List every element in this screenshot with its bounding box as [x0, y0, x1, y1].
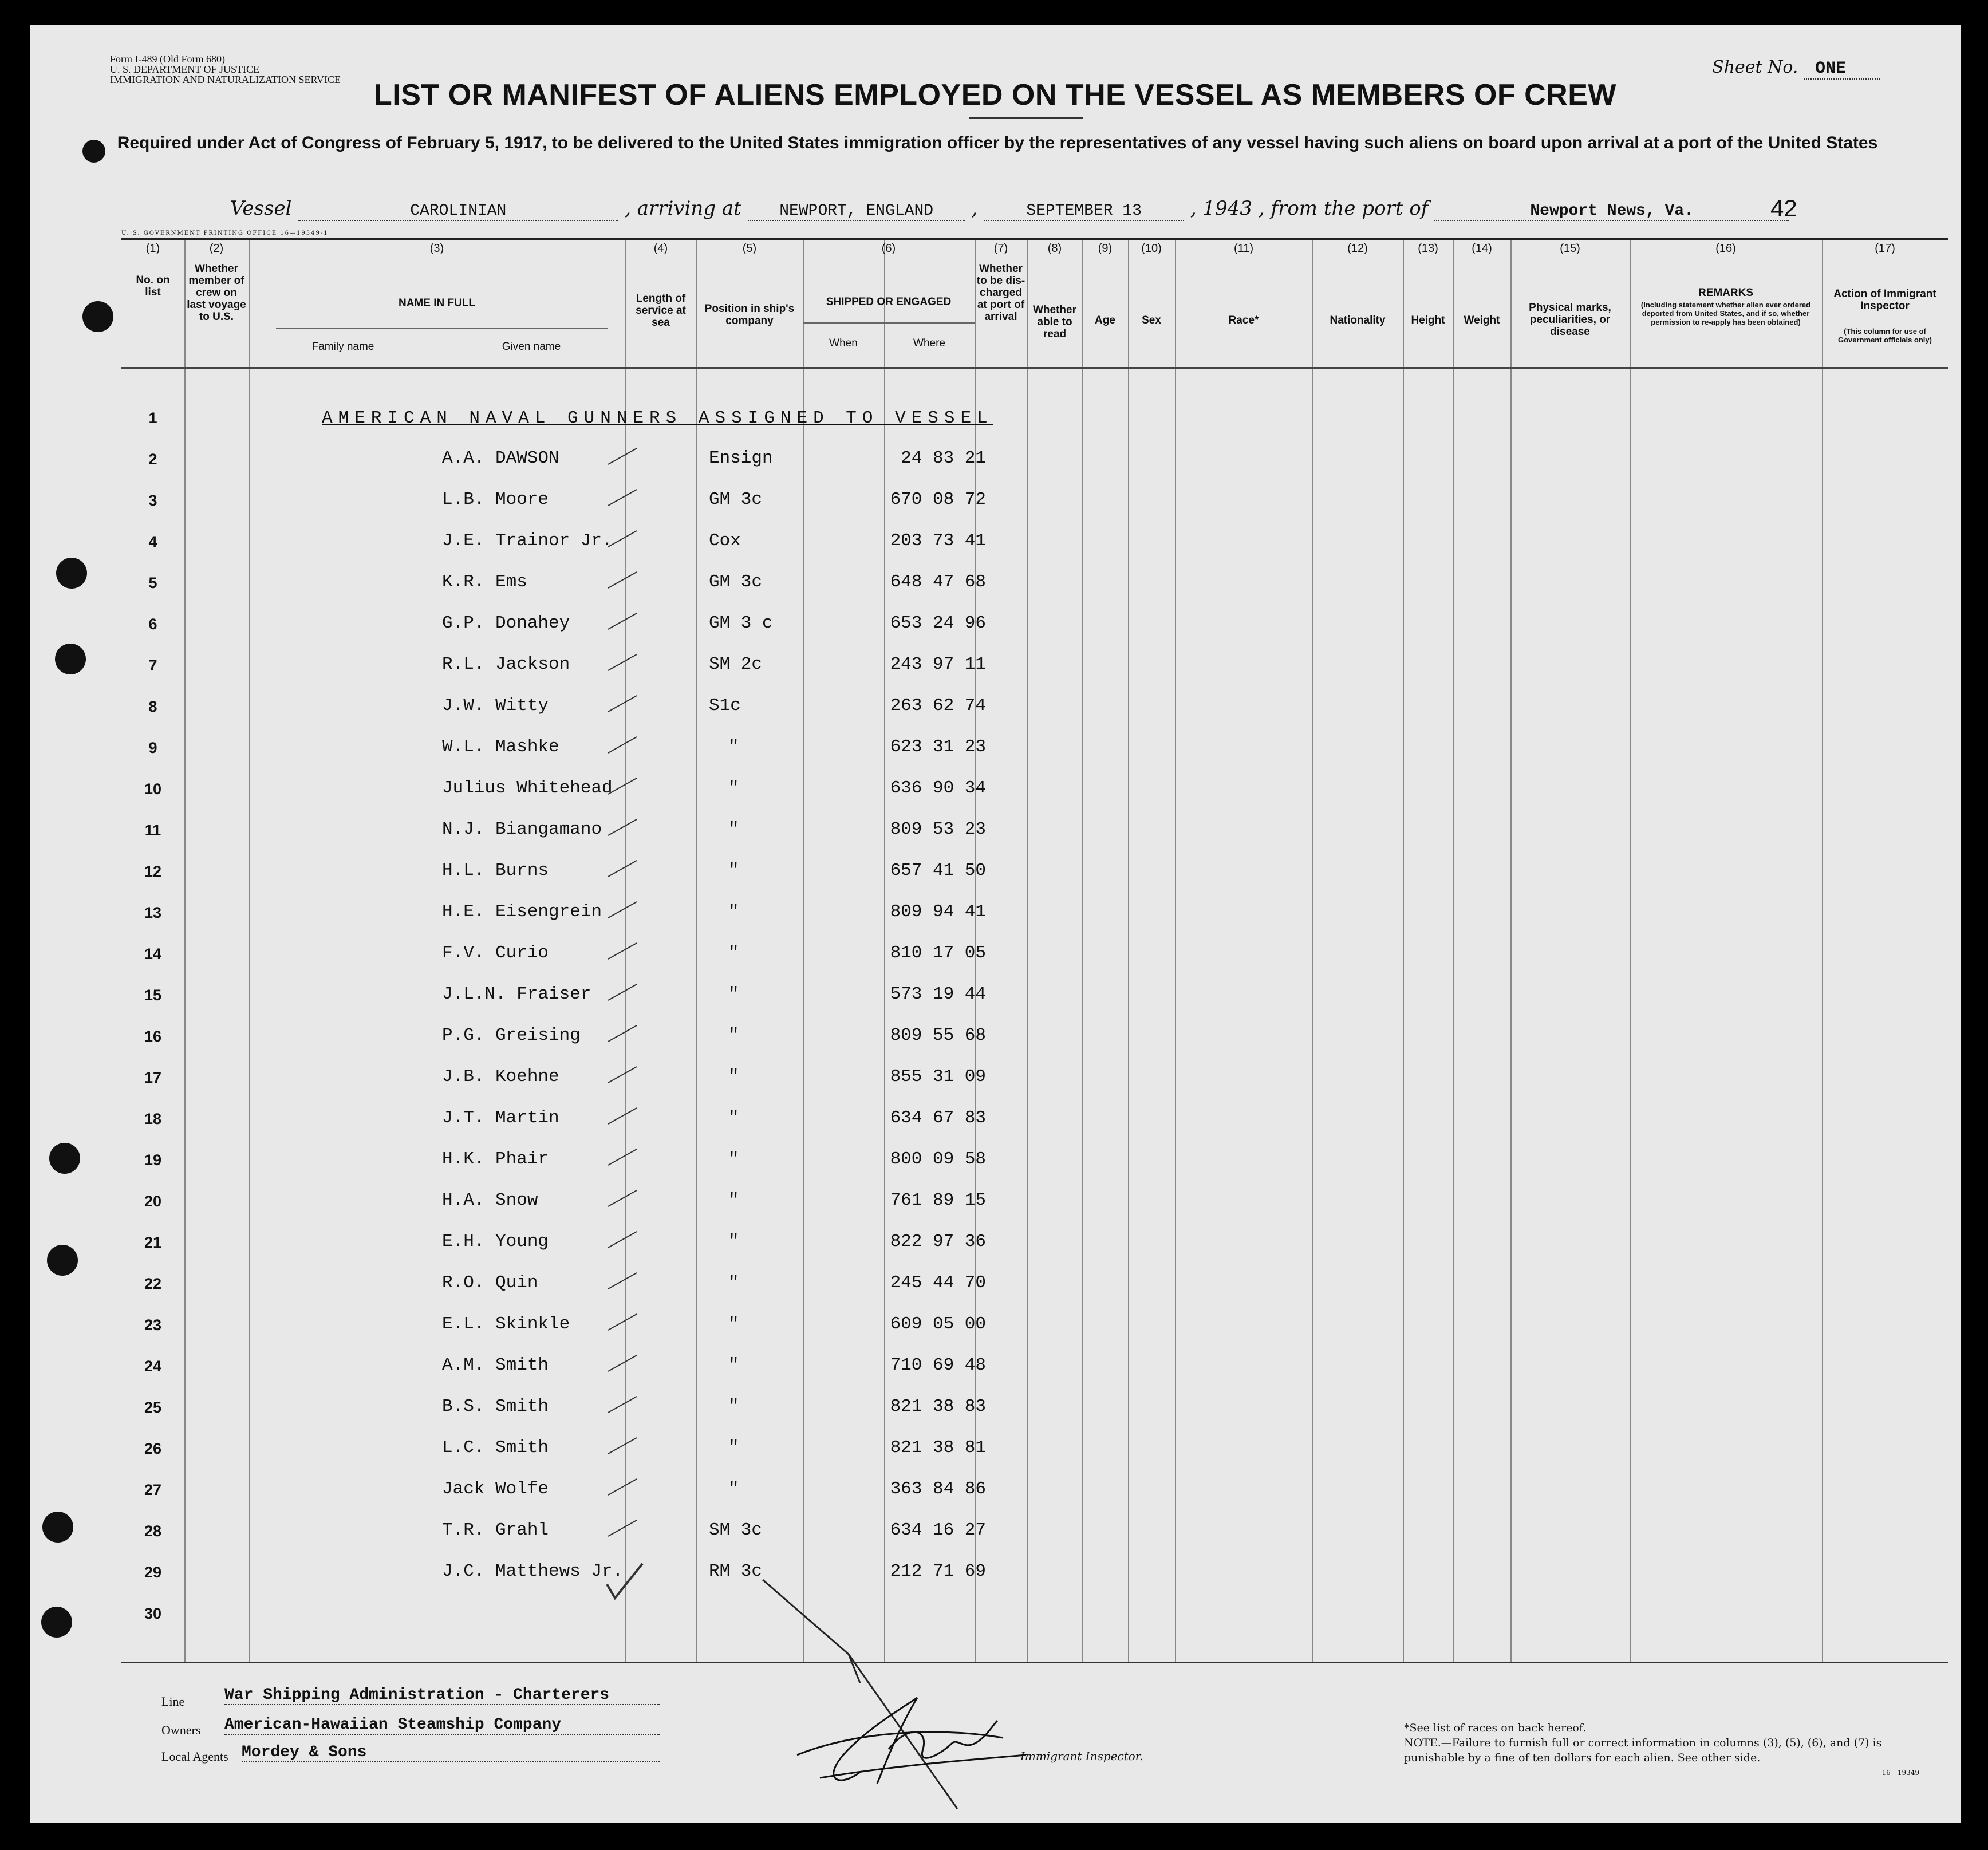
col-2-header: Whether member of crew on last voyage to U.S.: [187, 263, 246, 323]
crew-name: H.A. Snow: [442, 1190, 538, 1210]
crew-position: ": [728, 1025, 739, 1046]
punch-hole: [41, 1607, 72, 1638]
col-1-number: (1): [145, 242, 160, 255]
row-number: 22: [144, 1275, 162, 1292]
crew-name: H.E. Eisengrein: [442, 902, 602, 922]
column-rule: [696, 240, 697, 1663]
family-name-header: Family name: [311, 341, 374, 353]
crew-table: [121, 238, 1948, 1663]
department-name: U. S. DEPARTMENT OF JUSTICE: [110, 64, 259, 75]
column-rule: [1510, 240, 1512, 1663]
crew-name: E.H. Young: [442, 1232, 549, 1252]
row-number: 20: [144, 1193, 162, 1210]
punch-hole: [55, 644, 86, 674]
crew-position: ": [728, 943, 739, 963]
crew-service-number: 810 17 05: [890, 943, 986, 963]
col-14-header: Weight: [1464, 314, 1500, 326]
footer-note: [1404, 1721, 1919, 1780]
crew-name: J.W. Witty: [442, 696, 549, 716]
sheet-value: ONE: [1804, 59, 1880, 80]
crew-service-number: 710 69 48: [890, 1355, 986, 1375]
line-label: Line: [161, 1694, 185, 1709]
col-15-number: (15): [1560, 242, 1580, 255]
crew-name: R.O. Quin: [442, 1273, 538, 1293]
crew-name: A.A. DAWSON: [442, 448, 559, 468]
inspector-tick-marks: [602, 446, 671, 1614]
column-rule: [1082, 240, 1083, 1663]
crew-name: Jack Wolfe: [442, 1479, 549, 1499]
crew-name: N.J. Biangamano: [442, 819, 602, 839]
crew-position: ": [728, 1479, 739, 1499]
crew-service-number: 809 53 23: [890, 819, 986, 839]
row-number: 17: [144, 1069, 162, 1086]
crew-name: G.P. Donahey: [442, 613, 570, 633]
column-rule: [184, 240, 186, 1663]
crew-service-number: 653 24 96: [890, 613, 986, 633]
crew-position: ": [728, 861, 739, 881]
crew-service-number: 363 84 86: [890, 1479, 986, 1499]
crew-position: ": [728, 1355, 739, 1375]
crew-position: ": [728, 1314, 739, 1334]
vessel-name: CAROLINIAN: [298, 202, 618, 221]
row-number: 15: [144, 987, 162, 1004]
column-rule: [1630, 240, 1631, 1663]
row-number: 14: [144, 945, 162, 963]
crew-position: ": [728, 1232, 739, 1252]
crew-name: K.R. Ems: [442, 572, 527, 592]
document-title: LIST OR MANIFEST OF ALIENS EMPLOYED ON THE VESSEL AS MEMBERS OF CREW: [374, 78, 1616, 112]
crew-position: ": [728, 1273, 739, 1293]
col-15-header: Physical marks, peculiarities, or disease: [1529, 302, 1611, 338]
col-6-header: SHIPPED OR ENGAGED: [826, 296, 952, 308]
col-8-number: (8): [1047, 242, 1062, 255]
col-12-header: Nationality: [1330, 314, 1386, 326]
crew-name: H.K. Phair: [442, 1149, 549, 1169]
owners-value: American-Hawaiian Steamship Company: [224, 1716, 660, 1735]
row-number: 23: [144, 1316, 162, 1334]
column-rule: [1403, 240, 1404, 1663]
column-rule: [1453, 240, 1454, 1663]
col-10-header: Sex: [1142, 314, 1161, 326]
column-rule: [803, 240, 804, 1663]
col-13-header: Height: [1411, 314, 1445, 326]
crew-name: L.C. Smith: [442, 1438, 549, 1458]
row-number: 9: [148, 739, 157, 756]
penalty-note: NOTE.—Failure to furnish full or correct information in columns (3), (5), (6), and (7) is punishable by a fine of ten dollars for each alien. See other side.: [1404, 1737, 1882, 1764]
col-17-note: (This column for use of Government officials only): [1838, 327, 1932, 344]
crew-position: ": [728, 902, 739, 922]
crew-position: SM 3c: [709, 1520, 763, 1540]
crew-service-number: 648 47 68: [890, 572, 986, 592]
row-number: 8: [148, 698, 157, 715]
row-number: 25: [144, 1399, 162, 1416]
col-11-number: (11): [1233, 242, 1254, 255]
sheet-number: [1712, 57, 1880, 78]
arrival-date: SEPTEMBER 13: [984, 202, 1184, 221]
col-2-number: (2): [209, 242, 224, 255]
manifest-number: 42: [1770, 195, 1797, 222]
crew-position: ": [728, 1190, 739, 1210]
row-number: 6: [148, 616, 157, 633]
col-11-header: Race*: [1228, 314, 1259, 326]
arrival-port: NEWPORT, ENGLAND: [748, 202, 965, 221]
crew-position: ": [728, 737, 739, 757]
line-value: War Shipping Administration - Charterers: [224, 1686, 660, 1705]
row-number: 4: [148, 533, 157, 550]
crew-name: J.E. Trainor Jr.: [442, 531, 613, 551]
row-number: 13: [144, 904, 162, 921]
col-7-header: Whether to be dis-charged at port of arrival: [976, 263, 1025, 323]
col-3-subrule: [276, 328, 608, 329]
col-16-number: (16): [1715, 242, 1736, 255]
col-16-note: (Including statement whether alien ever ordered deported from United States, and if so, whether permission to re-apply has been obtained): [1640, 301, 1811, 326]
col-1-header: No. on list: [136, 274, 170, 298]
printing-office-mark: U. S. GOVERNMENT PRINTING OFFICE 16—19349-1: [121, 230, 329, 236]
row-number: 24: [144, 1358, 162, 1375]
form-number: Form I-489 (Old Form 680): [110, 53, 225, 65]
row-number: 1: [148, 409, 157, 427]
crew-position: Ensign: [709, 448, 773, 468]
row-number: 30: [144, 1605, 162, 1622]
crew-position: GM 3 c: [709, 613, 773, 633]
row-number: 7: [148, 657, 157, 674]
crew-position: ": [728, 819, 739, 839]
crew-name: J.C. Matthews Jr.: [442, 1561, 624, 1581]
col-3-number: (3): [429, 242, 444, 255]
crew-service-number: 809 55 68: [890, 1025, 986, 1046]
col-17-number: (17): [1875, 242, 1895, 255]
punch-hole: [82, 140, 105, 163]
col-3-header: NAME IN FULL: [398, 297, 476, 309]
crew-position: ": [728, 1149, 739, 1169]
crew-name: J.B. Koehne: [442, 1067, 559, 1087]
crew-service-number: 821 38 83: [890, 1397, 986, 1417]
crew-position: SM 2c: [709, 654, 763, 674]
crew-name: J.L.N. Fraiser: [442, 984, 591, 1004]
crew-service-number: 634 16 27: [890, 1520, 986, 1540]
from-label: , from the port of: [1258, 197, 1429, 220]
crew-position: S1c: [709, 696, 741, 716]
col-5-number: (5): [742, 242, 757, 255]
crew-service-number: 670 08 72: [890, 490, 986, 510]
crew-name: R.L. Jackson: [442, 654, 570, 674]
crew-service-number: 822 97 36: [890, 1232, 986, 1252]
crew-position: ": [728, 984, 739, 1004]
column-rule: [1312, 240, 1314, 1663]
crew-service-number: 809 94 41: [890, 902, 986, 922]
crew-position: ": [728, 1108, 739, 1128]
crew-name: P.G. Greising: [442, 1025, 581, 1046]
crew-name: B.S. Smith: [442, 1397, 549, 1417]
form-code: 16—19349: [1882, 1769, 1919, 1777]
crew-service-number: 245 44 70: [890, 1273, 986, 1293]
manifest-footer: [121, 1662, 1948, 1795]
year-label: , 194: [1190, 197, 1240, 220]
vessel-label: Vessel: [230, 197, 292, 220]
agents-value: Mordey & Sons: [242, 1744, 660, 1762]
sheet-label: Sheet No.: [1712, 57, 1798, 77]
row-number: 10: [144, 780, 162, 798]
col-17-header: Action of Immigrant Inspector: [1833, 288, 1936, 312]
crew-service-number: 609 05 00: [890, 1314, 986, 1334]
col-4-number: (4): [653, 242, 668, 255]
row-number: 19: [144, 1151, 162, 1169]
punch-hole: [82, 301, 113, 332]
col-12-number: (12): [1347, 242, 1368, 255]
crew-service-number: 243 97 11: [890, 654, 986, 674]
column-rule: [1128, 240, 1129, 1663]
crew-service-number: 800 09 58: [890, 1149, 986, 1169]
shipped-where-header: Where: [913, 337, 945, 349]
row-number: 3: [148, 492, 157, 509]
row-number: 28: [144, 1522, 162, 1540]
crew-name: Julius Whitehead: [442, 778, 613, 798]
crew-position: ": [728, 778, 739, 798]
crew-service-number: 623 31 23: [890, 737, 986, 757]
owners-label: Owners: [161, 1723, 201, 1737]
crew-name: F.V. Curio: [442, 943, 549, 963]
row-number: 16: [144, 1028, 162, 1045]
crew-service-number: 821 38 81: [890, 1438, 986, 1458]
crew-position: Cox: [709, 531, 741, 551]
inspector-label: Immigrant Inspector.: [1020, 1749, 1143, 1763]
crew-position: ": [728, 1397, 739, 1417]
section-heading: AMERICAN NAVAL GUNNERS ASSIGNED TO VESSEL: [322, 408, 993, 428]
col-13-number: (13): [1418, 242, 1438, 255]
races-note: *See list of races on back hereof.: [1404, 1722, 1587, 1734]
column-rule: [1175, 240, 1176, 1663]
document-subtitle: Required under Act of Congress of February 5, 1917, to be delivered to the United States immigration officer by the representatives of any vessel having such aliens on board upon arrival at a port of the United States: [117, 133, 1878, 152]
crew-position: RM 3c: [709, 1561, 763, 1581]
crew-position: GM 3c: [709, 572, 763, 592]
shipped-when-header: When: [829, 337, 858, 349]
crew-service-number: 24 83 21: [901, 448, 986, 468]
inspector-signature: [786, 1686, 1049, 1795]
crew-service-number: 573 19 44: [890, 984, 986, 1004]
service-name: IMMIGRATION AND NATURALIZATION SERVICE: [110, 74, 341, 85]
col-9-number: (9): [1098, 242, 1113, 255]
col-9-header: Age: [1095, 314, 1115, 326]
crew-name: W.L. Mashke: [442, 737, 559, 757]
row-number: 11: [144, 822, 161, 839]
col-14-number: (14): [1472, 242, 1492, 255]
crew-name: H.L. Burns: [442, 861, 549, 881]
crew-service-number: 636 90 34: [890, 778, 986, 798]
crew-service-number: 203 73 41: [890, 531, 986, 551]
punch-hole: [56, 558, 87, 589]
row-number: 5: [148, 574, 157, 591]
crew-position: ": [728, 1438, 739, 1458]
crew-service-number: 657 41 50: [890, 861, 986, 881]
crew-name: T.R. Grahl: [442, 1520, 549, 1540]
year-value: 3: [1240, 197, 1253, 220]
col-6-number: (6): [881, 242, 896, 255]
row-number: 12: [144, 863, 162, 880]
column-rule: [1822, 240, 1823, 1663]
row-number: 27: [144, 1481, 162, 1498]
vessel-line: Vessel CAROLINIAN , arriving at NEWPORT, ENGLAND , SEPTEMBER 13 , 1943 , from the port of Newport News, Va.: [230, 197, 1891, 226]
row-number: 26: [144, 1440, 162, 1457]
given-name-header: Given name: [502, 341, 561, 353]
crew-position: ": [728, 1067, 739, 1087]
col-5-header: Position in ship's company: [704, 303, 795, 327]
col-4-header: Length of service at sea: [636, 293, 686, 329]
col-7-number: (7): [993, 242, 1008, 255]
manifest-page: [30, 25, 1961, 1823]
row-number: 29: [144, 1564, 162, 1581]
col-6-subrule: [803, 322, 975, 324]
crew-service-number: 761 89 15: [890, 1190, 986, 1210]
col-16-header: REMARKS: [1698, 287, 1754, 299]
row-number: 2: [148, 451, 157, 468]
header-rule: [121, 367, 1948, 369]
col-10-number: (10): [1141, 242, 1162, 255]
punch-hole: [47, 1245, 78, 1276]
crew-position: GM 3c: [709, 490, 763, 510]
row-number: 21: [144, 1234, 162, 1251]
crew-name: E.L. Skinkle: [442, 1314, 570, 1334]
punch-hole: [49, 1143, 80, 1174]
row-number: 18: [144, 1110, 162, 1127]
crew-name: L.B. Moore: [442, 490, 549, 510]
punch-hole: [42, 1512, 73, 1543]
crew-service-number: 212 71 69: [890, 1561, 986, 1581]
crew-service-number: 263 62 74: [890, 696, 986, 716]
crew-name: A.M. Smith: [442, 1355, 549, 1375]
crew-name: J.T. Martin: [442, 1108, 559, 1128]
agents-label: Local Agents: [161, 1749, 228, 1764]
column-rule: [249, 240, 250, 1663]
title-rule: [969, 117, 1083, 119]
col-8-header: Whether able to read: [1033, 304, 1076, 340]
departure-port: Newport News, Va.: [1434, 202, 1789, 221]
crew-service-number: 855 31 09: [890, 1067, 986, 1087]
column-rule: [1027, 240, 1028, 1663]
arriving-label: , arriving at: [625, 197, 741, 220]
crew-service-number: 634 67 83: [890, 1108, 986, 1128]
